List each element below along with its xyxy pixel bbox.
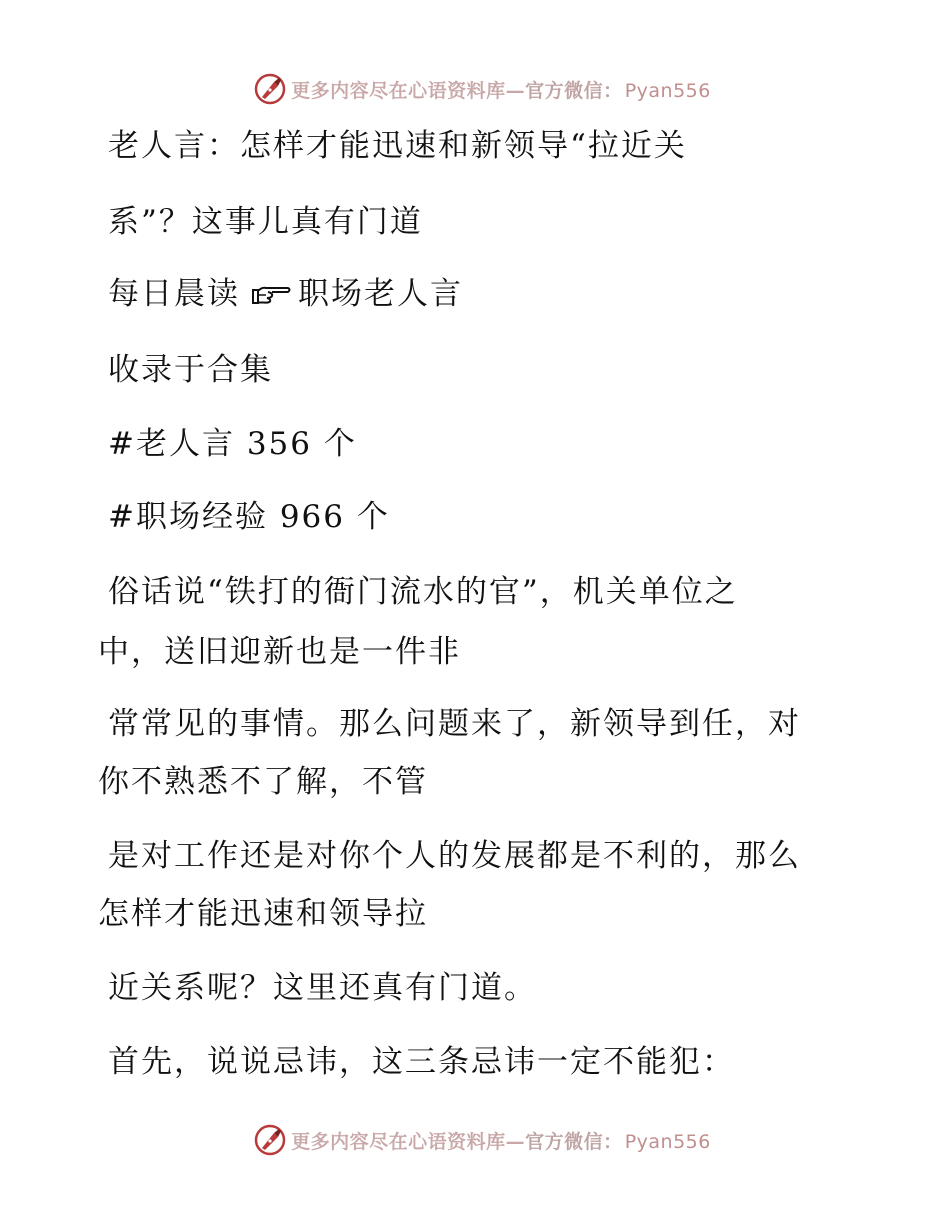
series-line <box>108 274 463 314</box>
watermark-wechat-label: 官方微信： <box>525 1130 623 1153</box>
series-name: 职场老人言 <box>298 276 463 312</box>
watermark-account: Pyan556 <box>624 1130 711 1153</box>
collection-label: 收录于合集 <box>108 352 273 388</box>
watermark-text <box>291 1127 711 1154</box>
paragraph-line-3: 常常见的事情。那么问题来了，新领导到任，对 <box>108 706 801 742</box>
footer-watermark <box>0 1120 950 1160</box>
paragraph-line-7: 近关系呢？这里还真有门道。 <box>108 970 537 1006</box>
paragraph-line-8: 首先，说说忌讳，这三条忌讳一定不能犯： <box>108 1044 735 1080</box>
article-title-line-2: 系”？这事儿真有门道 <box>108 204 423 240</box>
pointing-hand-icon <box>250 281 292 307</box>
pen-nib-logo-icon <box>253 1123 287 1157</box>
paragraph-line-2: 中，送旧迎新也是一件非 <box>98 634 461 670</box>
watermark-site-text: 更多内容尽在心语资料库 <box>291 79 506 102</box>
watermark-wechat-label: 官方微信： <box>525 79 623 102</box>
pen-nib-logo-icon <box>253 72 287 106</box>
paragraph-line-1: 俗话说“铁打的衙门流水的官”，机关单位之 <box>108 574 738 610</box>
watermark-account: Pyan556 <box>624 79 711 102</box>
series-prefix: 每日晨读 <box>108 276 240 312</box>
paragraph-line-4: 你不熟悉不了解，不管 <box>98 764 428 800</box>
tag-item-laorenyan[interactable]: #老人言 356 个 <box>108 426 357 462</box>
paragraph-line-6: 怎样才能迅速和领导拉 <box>98 896 428 932</box>
watermark-separator: — <box>505 1130 526 1153</box>
watermark-text <box>291 76 711 103</box>
paragraph-line-5: 是对工作还是对你个人的发展都是不利的，那么 <box>108 838 801 874</box>
tag-item-zhichang[interactable]: #职场经验 966 个 <box>108 499 390 535</box>
article-title-line-1: 老人言：怎样才能迅速和新领导“拉近关 <box>108 128 687 164</box>
watermark-separator: — <box>505 79 526 102</box>
header-watermark <box>0 69 950 109</box>
watermark-site-text: 更多内容尽在心语资料库 <box>291 1130 506 1153</box>
